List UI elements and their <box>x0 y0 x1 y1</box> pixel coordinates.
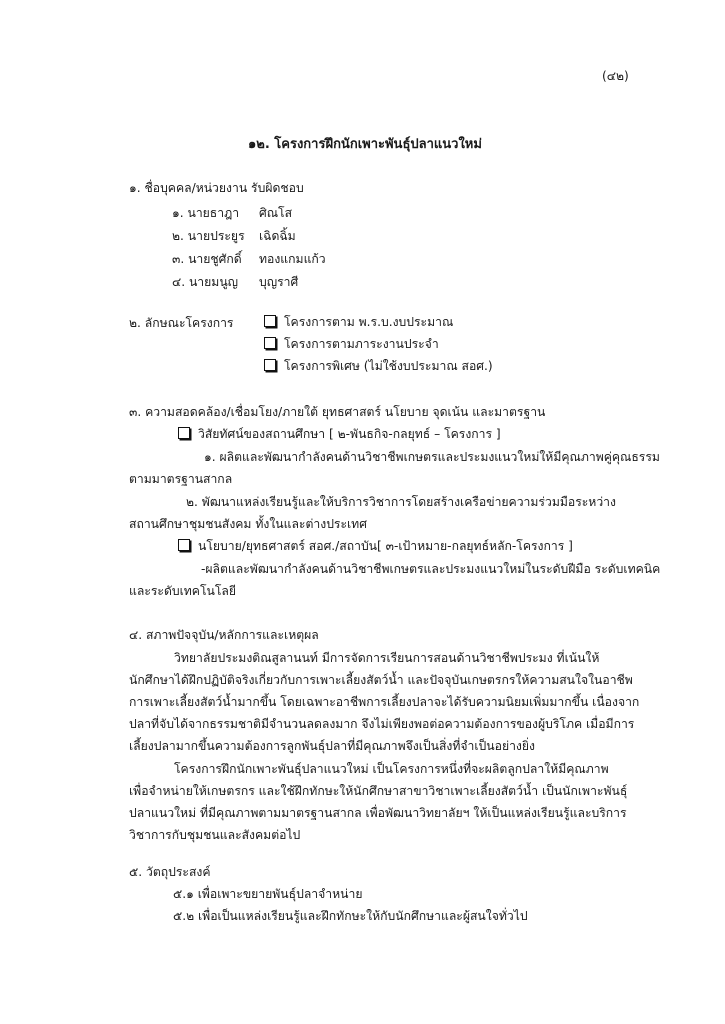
policy-option[interactable] <box>178 538 573 554</box>
person-2-name: ๒. นายประยูร <box>172 229 245 243</box>
section4-paragraph-line: นักศึกษาได้ฝึกปฏิบัติจริงเกี่ยวกับการเพาะเลี้ยงสัตว์น้ำ และปัจจุบันเกษตรกรให้ความสนใจในอาชีพ <box>129 673 633 687</box>
person-2-surname: เฉิดฉิ้ม <box>259 229 296 243</box>
policy-label: นโยบาย/ยุทธศาสตร์ สอศ./สถาบัน[ ๓-เป้าหมาย-กลยุทธ์หลัก-โครงการ ] <box>198 539 573 553</box>
project-type-label: โครงการตาม พ.ร.บ.งบประมาณ <box>284 315 454 329</box>
section1-heading: ๑. ชื่อบุคคล/หน่วยงาน รับผิดชอบ <box>129 181 304 195</box>
checkbox-icon[interactable] <box>178 427 190 439</box>
project-type-option-3[interactable] <box>264 358 493 374</box>
section4-paragraph-line: ปลาที่จับได้จากธรรมชาติมีจำนวนลดลงมาก จึงไม่เพียงพอต่อความต้องการของผู้บริโภค เมื่อมีการ <box>129 717 635 731</box>
section4-paragraph-line: ปลาแนวใหม่ ที่มีคุณภาพตามมาตรฐานสากล เพื่อพัฒนาวิทยาลัยฯ ให้เป็นแหล่งเรียนรู้และบริการ <box>129 806 627 820</box>
section3-item1-line2: ตามมาตรฐานสากล <box>129 472 233 486</box>
policy-line2: และระดับเทคโนโลยี <box>129 584 236 598</box>
section3-item2-line1: ๒. พัฒนาแหล่งเรียนรู้และให้บริการวิชาการโดยสร้างเครือข่ายความร่วมมือระหว่าง <box>186 495 616 509</box>
project-type-option-1[interactable] <box>264 314 453 330</box>
section4-paragraph-line: เลี้ยงปลามากขึ้นความต้องการลูกพันธุ์ปลาที่มีคุณภาพจึงเป็นสิ่งที่จำเป็นอย่างยิ่ง <box>129 739 535 753</box>
project-type-option-2[interactable] <box>264 336 439 352</box>
person-4-name: ๔. นายมนูญ <box>172 275 239 289</box>
project-type-label: โครงการพิเศษ (ไม่ใช้งบประมาณ สอศ.) <box>284 359 493 373</box>
section3-heading: ๓. ความสอดคล้อง/เชื่อมโยง/ภายใต้ ยุทธศาสตร์ นโยบาย จุดเน้น และมาตรฐาน <box>129 405 546 419</box>
checkbox-icon[interactable] <box>264 359 276 371</box>
section3-item1-line1: ๑. ผลิตและพัฒนากำลังคนด้านวิชาชีพเกษตรและประมงแนวใหม่ให้มีคุณภาพคู่คุณธรรม <box>204 450 660 464</box>
section4-paragraph-line: วิชาการกับชุมชนและสังคมต่อไป <box>129 828 301 842</box>
objective-item: ๕.๒ เพื่อเป็นแหล่งเรียนรู้และฝึกทักษะให้กับนักศึกษาและผู้สนใจทั่วไป <box>173 909 528 923</box>
person-3-surname: ทองแกมแก้ว <box>259 252 326 266</box>
person-1-surname: ศิณโส <box>259 206 293 220</box>
section4-paragraph-line: การเพาะเลี้ยงสัตว์น้ำมากขึ้น โดยเฉพาะอาชีพการเลี้ยงปลาจะได้รับความนิยมเพิ่มมากขึ้น เนื่องจาก <box>129 695 640 709</box>
policy-line1: -ผลิตและพัฒนากำลังคนด้านวิชาชีพเกษตรและประมงแนวใหม่ในระดับฝีมือ ระดับเทคนิค <box>201 562 661 576</box>
checkbox-icon[interactable] <box>264 315 276 327</box>
person-3-name: ๓. นายชูศักดิ์ <box>172 252 242 266</box>
project-type-label: โครงการตามภาระงานประจำ <box>284 337 439 351</box>
section4-paragraph-line: เพื่อจำหน่ายให้เกษตรกร และใช้ฝึกทักษะให้นักศึกษาสาขาวิชาเพาะเลี้ยงสัตว์น้ำ เป็นนักเพาะพันธุ์ <box>129 784 628 798</box>
checkbox-icon[interactable] <box>264 337 276 349</box>
section3-item2-line2: สถานศึกษาชุมชนสังคม ทั้งในและต่างประเทศ <box>129 517 367 531</box>
objective-item: ๕.๑ เพื่อเพาะขยายพันธุ์ปลาจำหน่าย <box>173 887 363 901</box>
document-title: ๑๒. โครงการฝึกนักเพาะพันธุ์ปลาแนวใหม่ <box>248 137 482 152</box>
person-4-surname: บุญราศี <box>259 275 299 289</box>
vision-label: วิสัยทัศน์ของสถานศึกษา [ ๒-พันธกิจ-กลยุทธ์ – โครงการ ] <box>198 427 501 441</box>
section4-heading: ๔. สภาพปัจจุบัน/หลักการและเหตุผล <box>129 628 319 642</box>
checkbox-icon[interactable] <box>178 539 190 551</box>
section5-heading: ๕. วัตถุประสงค์ <box>129 865 211 879</box>
section4-paragraph-line: วิทยาลัยประมงติณสูลานนท์ มีการจัดการเรียนการสอนด้านวิชาชีพประมง ที่เน้นให้ <box>174 651 600 665</box>
person-1-name: ๑. นายธาฎา <box>172 206 240 220</box>
section2-heading: ๒. ลักษณะโครงการ <box>129 316 234 330</box>
vision-option[interactable] <box>178 426 501 442</box>
section4-paragraph-line: โครงการฝึกนักเพาะพันธุ์ปลาแนวใหม่ เป็นโครงการหนึ่งที่จะผลิตลูกปลาให้มีคุณภาพ <box>174 762 609 776</box>
page-number: (๔๒) <box>602 69 629 83</box>
